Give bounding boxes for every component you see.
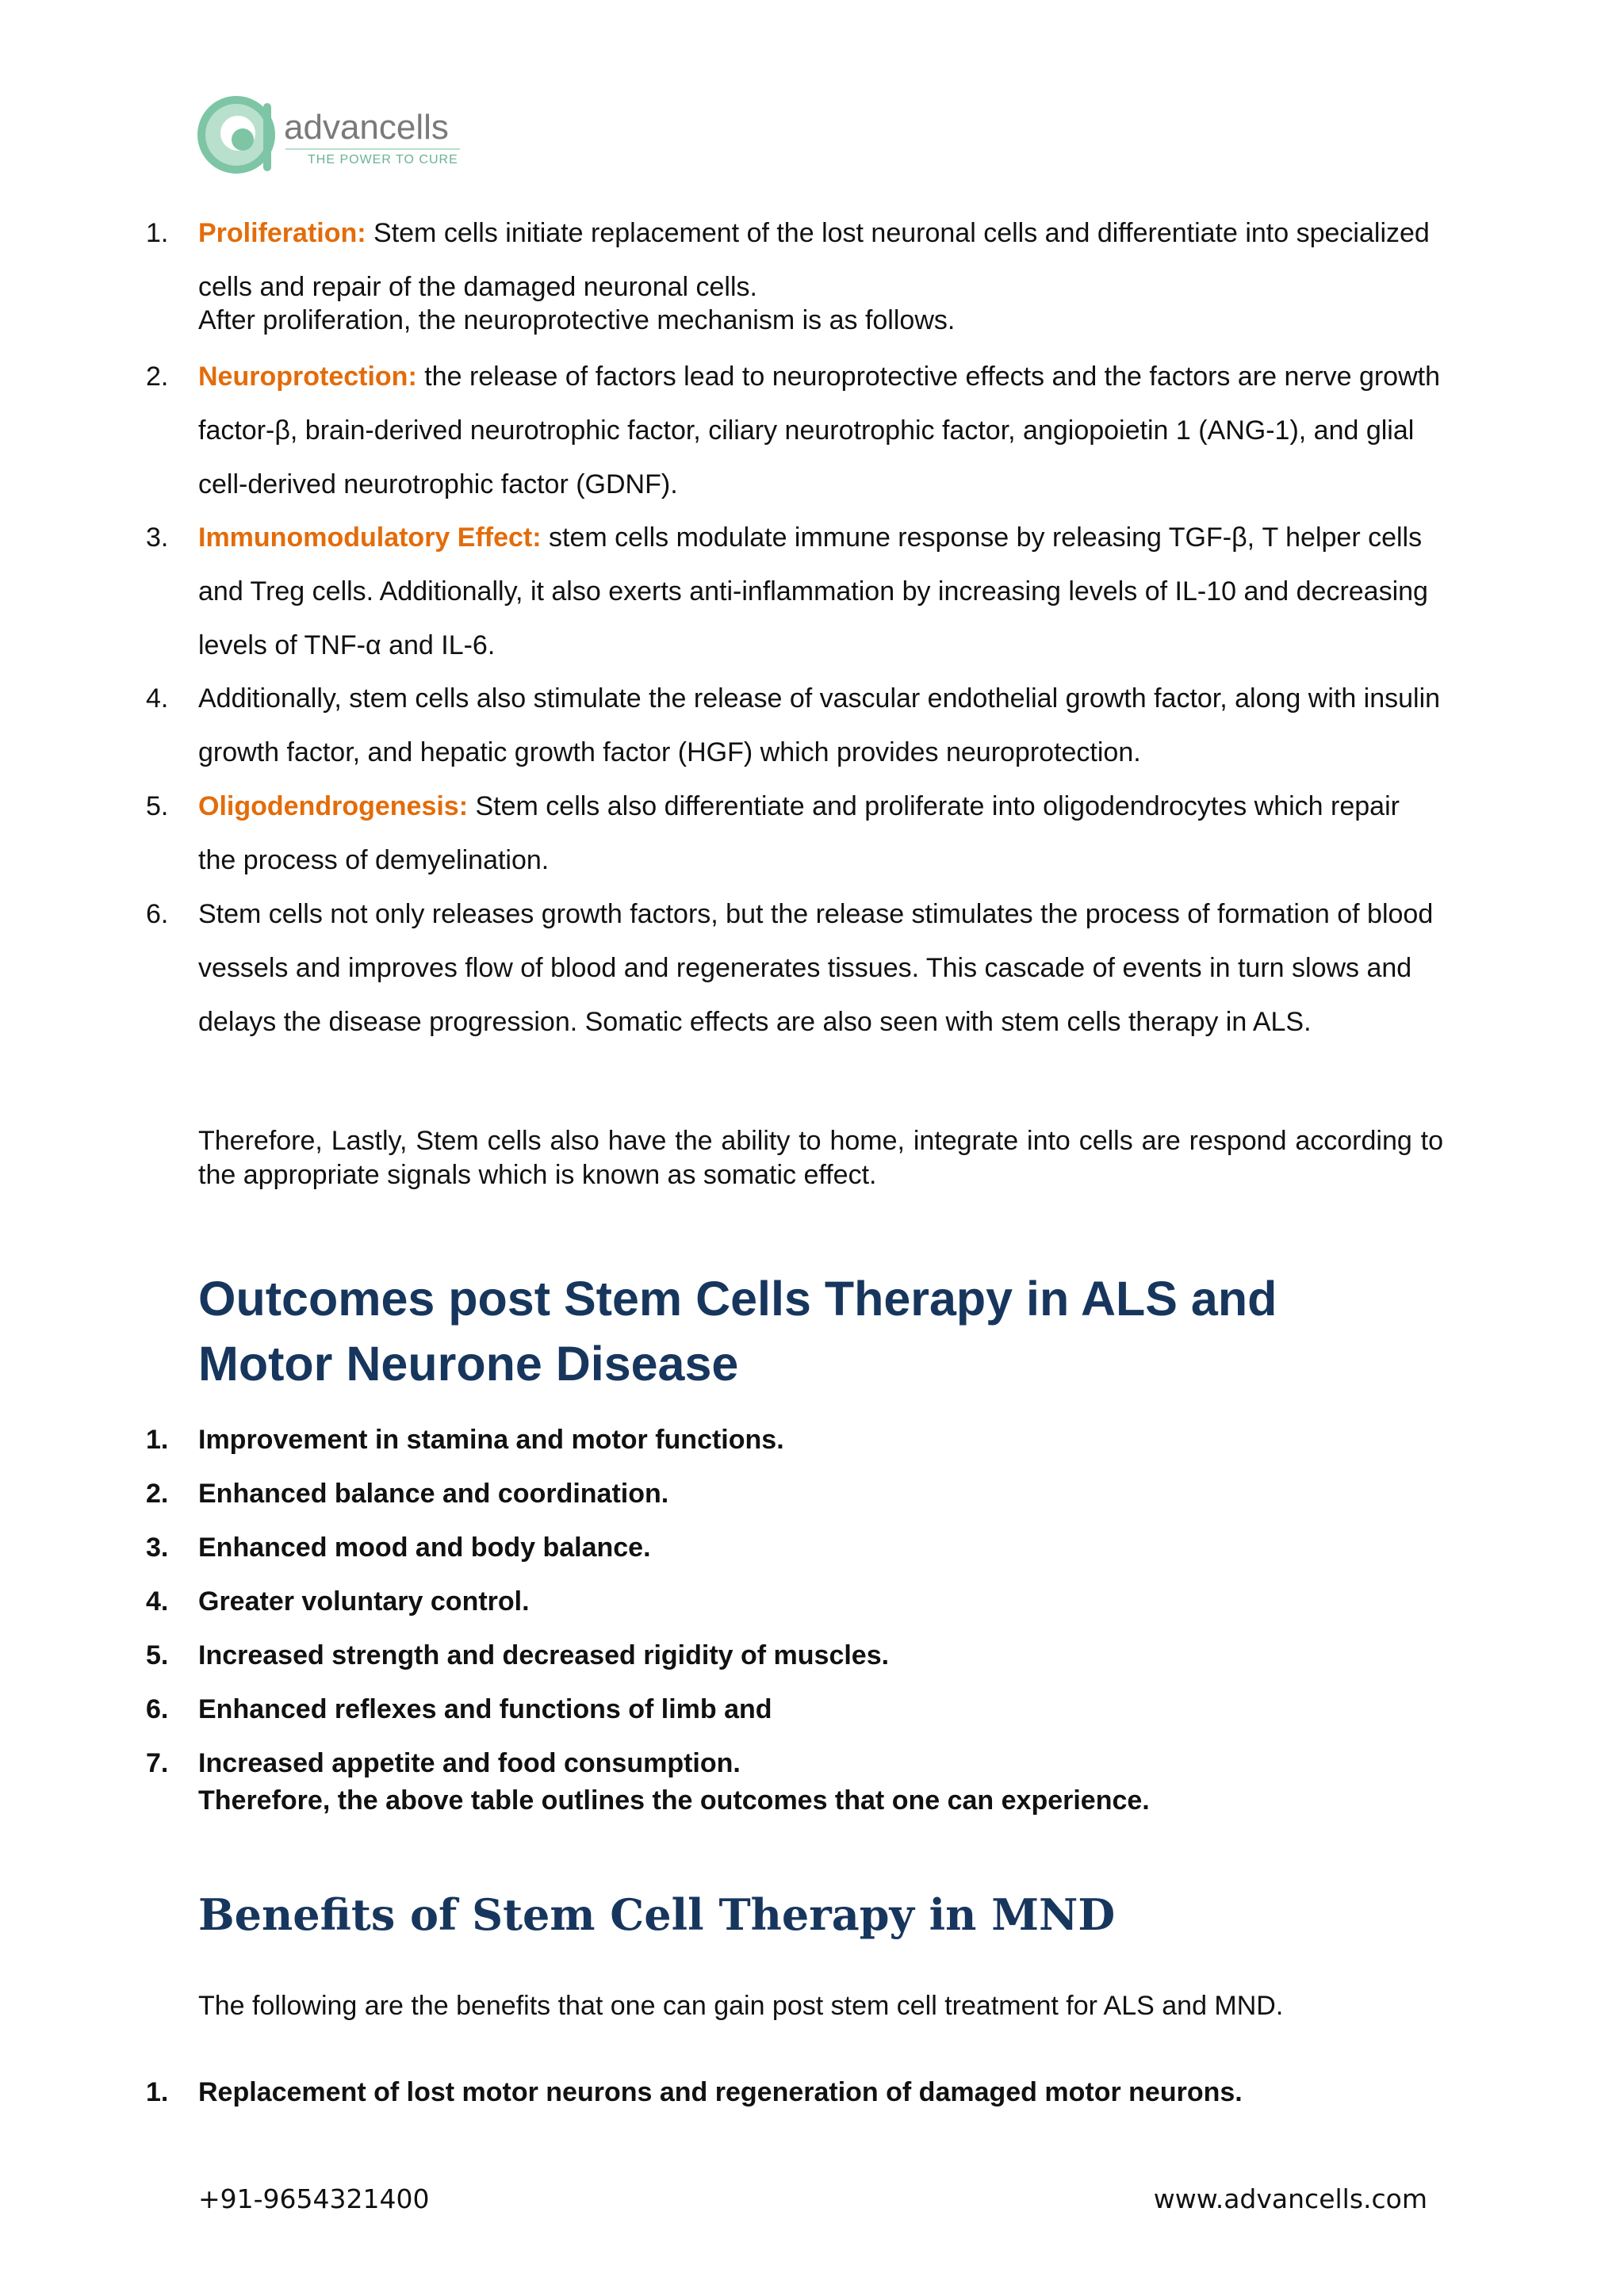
footer-website-link[interactable]: www.advancells.com bbox=[1153, 2183, 1427, 2214]
list-text: Replacement of lost motor neurons and regeneration of damaged motor neurons. bbox=[198, 2077, 1243, 2107]
list-text: Enhanced balance and coordination. bbox=[198, 1479, 669, 1509]
list-body: Stem cells initiate replacement of the lost neuronal cells and differentiate into specialized cells and repair of the damaged neuronal cells. bbox=[198, 218, 1430, 302]
list-number: 5. bbox=[146, 791, 169, 821]
list-text: Greater voluntary control. bbox=[198, 1586, 530, 1617]
list-lead: Immunomodulatory Effect: bbox=[198, 522, 542, 553]
list-lead: Proliferation: bbox=[198, 218, 366, 248]
list-number: 5. bbox=[146, 1640, 169, 1670]
list-lead: Neuroprotection: bbox=[198, 362, 417, 392]
list-number: 1. bbox=[146, 218, 169, 248]
list-text: Enhanced reflexes and functions of limb and bbox=[198, 1694, 772, 1724]
logo-wordmark: advancells bbox=[284, 108, 449, 147]
list-text bbox=[198, 672, 1443, 779]
advancells-logo bbox=[197, 95, 466, 174]
list-number: 6. bbox=[146, 899, 169, 929]
list-text: Enhanced mood and body balance. bbox=[198, 1533, 651, 1563]
list-text bbox=[198, 511, 1443, 672]
list-text: Increased appetite and food consumption. bbox=[198, 1748, 741, 1778]
list-number: 1. bbox=[146, 2077, 169, 2107]
list-text bbox=[198, 887, 1443, 1049]
list-body: the release of factors lead to neuroprotective effects and the factors are nerve growth factor-β, brain-derived neurotrophic factor, ciliary neurotrophic factor, angiopoietin 1 (ANG-1), and glial cell-derived neurotrophic factor (GDNF). bbox=[198, 362, 1441, 499]
logo-mark-icon bbox=[201, 100, 271, 171]
outcomes-heading bbox=[198, 1266, 1467, 1396]
somatic-paragraph: Therefore, Lastly, Stem cells also have the ability to home, integrate into cells are respond according to the appropriate signals which is known as somatic effect. bbox=[198, 1126, 1443, 1190]
list-extra-text: After proliferation, the neuroprotective mechanism is as follows. bbox=[198, 305, 956, 335]
list-number: 4. bbox=[146, 1586, 169, 1617]
list-number: 7. bbox=[146, 1748, 169, 1778]
list-number: 1. bbox=[146, 1425, 169, 1455]
outcomes-heading-line1: Outcomes post Stem Cells Therapy in ALS and bbox=[198, 1272, 1277, 1326]
list-lead: Oligodendrogenesis: bbox=[198, 791, 469, 821]
benefits-heading: Benefits of Stem Cell Therapy in MND bbox=[198, 1889, 1116, 1940]
list-text bbox=[198, 206, 1443, 314]
list-number: 3. bbox=[146, 1533, 169, 1563]
list-text: Increased strength and decreased rigidity of muscles. bbox=[198, 1640, 890, 1670]
list-number: 6. bbox=[146, 1694, 169, 1724]
list-text: Improvement in stamina and motor functions. bbox=[198, 1425, 784, 1455]
list-number: 2. bbox=[146, 362, 169, 392]
logo-tagline: THE POWER TO CURE bbox=[308, 153, 458, 166]
list-body: stem cells modulate immune response by releasing TGF-β, T helper cells and Treg cells. Additionally, it also exerts anti-inflammation by increasing levels of IL-10 and decreasing levels of TNF-α and IL-6. bbox=[198, 522, 1428, 660]
closing-text: Therefore, the above table outlines the outcomes that one can experience. bbox=[198, 1785, 1150, 1816]
list-number: 3. bbox=[146, 522, 169, 553]
list-text bbox=[198, 350, 1443, 511]
outcomes-heading-line2: Motor Neurone Disease bbox=[198, 1337, 739, 1391]
footer-phone: +91-9654321400 bbox=[198, 2183, 430, 2214]
benefits-intro-text: The following are the benefits that one can gain post stem cell treatment for ALS and MND. bbox=[198, 1991, 1284, 2021]
list-body: Additionally, stem cells also stimulate the release of vascular endothelial growth factor, along with insulin growth factor, and hepatic growth factor (HGF) which provides neuroprotection. bbox=[198, 683, 1441, 767]
list-body: Stem cells also differentiate and proliferate into oligodendrocytes which repair the process of demyelination. bbox=[198, 791, 1400, 875]
list-body: Stem cells not only releases growth factors, but the release stimulates the process of formation of blood vessels and improves flow of blood and regenerates tissues. This cascade of events in turn slows and delays the disease progression. Somatic effects are also seen with stem cells therapy in ALS. bbox=[198, 899, 1434, 1037]
list-number: 4. bbox=[146, 683, 169, 714]
list-text bbox=[198, 779, 1443, 887]
list-number: 2. bbox=[146, 1479, 169, 1509]
